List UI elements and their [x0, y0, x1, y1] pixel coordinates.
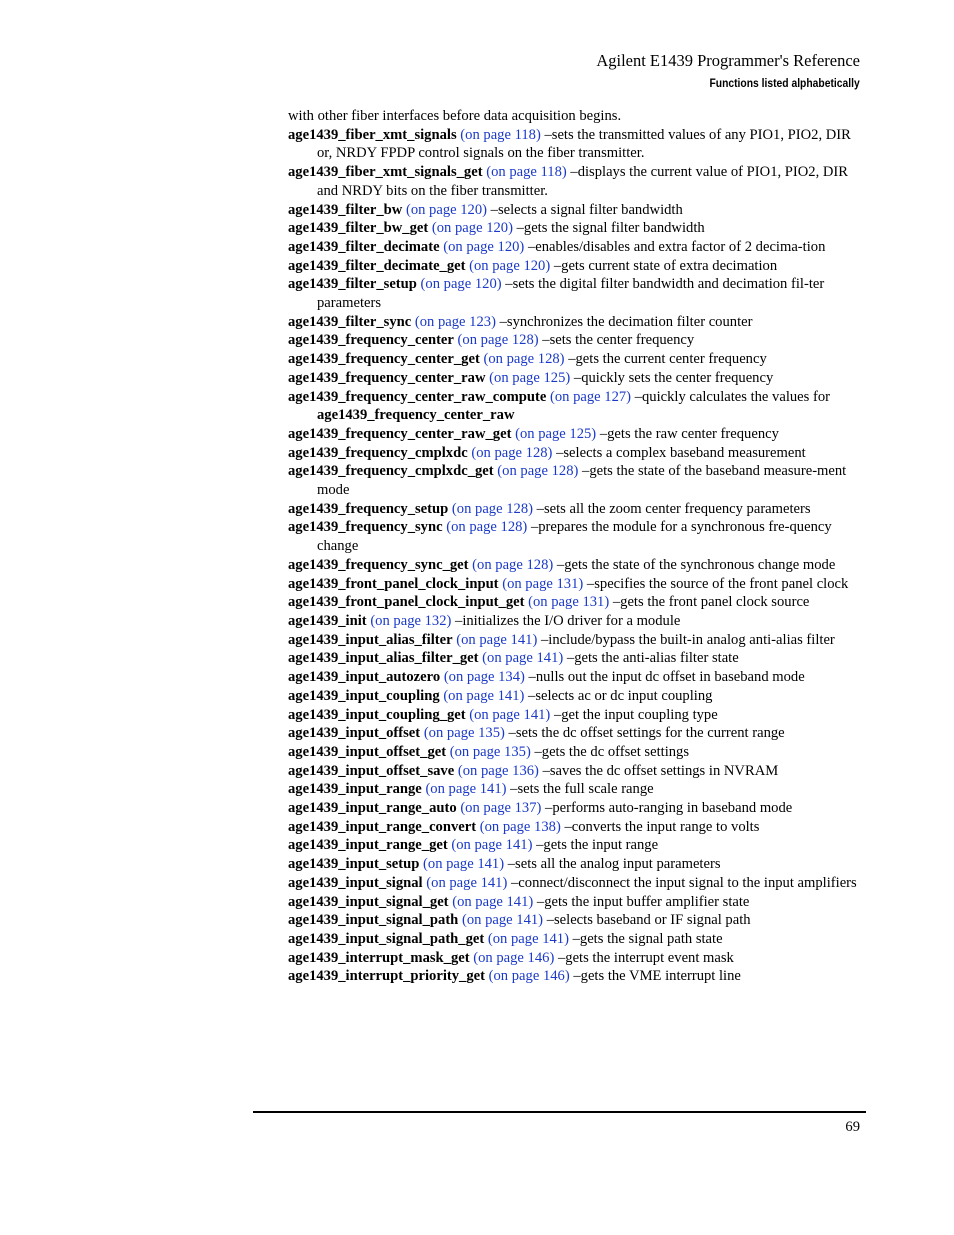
function-description: –sets the digital filter bandwidth and decimation fil-ter parameters	[317, 276, 825, 312]
function-name: age1439_filter_setup	[288, 276, 417, 293]
function-description: –sets the center frequency	[542, 332, 695, 349]
page-reference-link[interactable]: (on page 141)	[426, 874, 508, 891]
page-reference-link[interactable]: (on page 118)	[486, 164, 567, 181]
function-description: –gets the current center frequency	[568, 351, 767, 368]
list-item	[288, 350, 858, 369]
function-description: –quickly sets the center frequency	[573, 369, 774, 386]
function-description: –gets the input range	[536, 837, 659, 854]
function-name: age1439_input_coupling	[288, 687, 440, 704]
list-item	[288, 313, 858, 332]
entries-container	[288, 126, 858, 986]
function-name: age1439_front_panel_clock_input	[288, 575, 499, 592]
page-reference-link[interactable]: (on page 131)	[528, 594, 610, 611]
function-name: age1439_frequency_cmplxdc	[288, 444, 468, 461]
page-reference-link[interactable]: (on page 136)	[457, 762, 539, 779]
page-reference-link[interactable]: (on page 141)	[451, 837, 533, 854]
function-description: –gets the dc offset settings	[534, 743, 690, 760]
function-name: age1439_input_signal_get	[288, 893, 449, 910]
function-name: age1439_filter_sync	[288, 313, 412, 330]
function-description: –displays the current value of PIO1, PIO2, DIR and NRDY bits on the fiber transmitter.	[317, 164, 849, 199]
page-reference-link[interactable]: (on page 141)	[443, 687, 525, 704]
page-reference-link[interactable]: (on page 137)	[460, 800, 542, 817]
list-item	[288, 369, 858, 388]
function-description: –get the input coupling type	[553, 706, 718, 723]
list-item	[288, 780, 858, 799]
list-item	[288, 500, 858, 519]
footer-rule	[253, 1111, 866, 1113]
list-item	[288, 201, 858, 220]
list-item	[288, 462, 858, 499]
page-reference-link[interactable]: (on page 141)	[452, 893, 534, 910]
list-item	[288, 649, 858, 668]
page-reference-link[interactable]: (on page 128)	[471, 444, 553, 461]
list-item	[288, 724, 858, 743]
function-name: age1439_input_offset	[288, 725, 421, 742]
page-reference-link[interactable]: (on page 120)	[431, 220, 513, 237]
page-reference-link[interactable]: (on page 123)	[414, 313, 496, 330]
list-item	[288, 257, 858, 276]
function-description: –sets the transmitted values of any PIO1, PIO2, DIR or, NRDY FPDP control signals on the fiber transmitter.	[317, 126, 851, 162]
list-item	[288, 668, 858, 687]
function-name: age1439_input_range_convert	[288, 818, 477, 835]
page-reference-link[interactable]: (on page 146)	[473, 949, 555, 966]
page-reference-link[interactable]: (on page 118)	[460, 126, 541, 143]
function-name: age1439_filter_bw	[288, 201, 403, 218]
page-reference-link[interactable]: (on page 131)	[502, 575, 584, 592]
function-description: –gets current state of extra decimation	[553, 257, 778, 274]
list-item	[288, 967, 858, 986]
function-name: age1439_input_setup	[288, 856, 420, 873]
page-reference-link[interactable]: (on page 141)	[469, 706, 551, 723]
page-reference-link[interactable]: (on page 120)	[405, 201, 488, 218]
function-name: age1439_fiber_xmt_signals	[288, 126, 457, 143]
function-description: –sets all the analog input parameters	[507, 856, 721, 873]
page-reference-link[interactable]: (on page 132)	[370, 612, 452, 629]
list-item	[288, 444, 858, 463]
page-number: 69	[845, 1119, 860, 1135]
page-reference-link[interactable]: (on page 120)	[469, 257, 551, 274]
function-name: age1439_filter_decimate	[288, 238, 440, 255]
function-description: –sets all the zoom center frequency parameters	[536, 500, 811, 517]
function-description: –gets the input buffer amplifier state	[536, 893, 750, 910]
function-list	[288, 107, 858, 986]
function-description: –prepares the module for a synchronous fre-quency change	[317, 519, 832, 555]
function-name: age1439_input_range_get	[288, 837, 448, 854]
function-description: –gets the signal filter bandwidth	[516, 220, 705, 237]
function-name: age1439_filter_decimate_get	[288, 257, 466, 274]
page-reference-link[interactable]: (on page 120)	[443, 238, 525, 255]
function-description: –selects ac or dc input coupling	[528, 687, 713, 704]
function-name: age1439_input_range	[288, 781, 422, 798]
function-description: –saves the dc offset settings in NVRAM	[542, 762, 779, 779]
list-item	[288, 556, 858, 575]
list-item	[288, 126, 858, 163]
function-name: age1439_input_offset_get	[288, 743, 447, 760]
function-name-reference: age1439_frequency_center_raw	[317, 407, 515, 424]
function-name: age1439_input_autozero	[288, 669, 441, 686]
list-item	[288, 799, 858, 818]
page-reference-link[interactable]: (on page 141)	[487, 930, 569, 947]
function-description: –nulls out the input dc offset in baseband mode	[528, 669, 805, 686]
page-reference-link[interactable]: (on page 146)	[488, 968, 570, 985]
function-name: age1439_frequency_center	[288, 332, 454, 349]
continuation-line: with other fiber interfaces before data acquisition begins.	[288, 108, 622, 124]
function-name: age1439_input_signal_path	[288, 912, 459, 929]
page-reference-link[interactable]: (on page 138)	[479, 818, 561, 835]
list-item	[288, 238, 858, 257]
function-description: –selects a signal filter bandwidth	[490, 201, 683, 218]
list-item	[288, 893, 858, 912]
list-item	[288, 836, 858, 855]
function-description: –gets the front panel clock source	[612, 594, 810, 611]
page-reference-link[interactable]: (on page 128)	[457, 332, 539, 349]
list-item	[288, 874, 858, 893]
function-name: age1439_input_alias_filter_get	[288, 650, 479, 667]
function-description: –gets the VME interrupt line	[573, 968, 741, 985]
running-header-subtitle: Functions listed alphabetically	[709, 76, 860, 90]
list-item	[288, 388, 858, 425]
list-item	[288, 855, 858, 874]
function-name: age1439_filter_bw_get	[288, 220, 429, 237]
list-item	[288, 706, 858, 725]
list-item	[288, 687, 858, 706]
function-name: age1439_interrupt_priority_get	[288, 968, 485, 985]
list-item	[288, 575, 858, 594]
list-item	[288, 930, 858, 949]
function-name: age1439_frequency_center_raw_compute	[288, 388, 547, 405]
function-description: –performs auto-ranging in baseband mode	[545, 800, 793, 817]
page-reference-link[interactable]: (on page 128)	[472, 556, 554, 573]
page-reference-link[interactable]: (on page 128)	[451, 500, 533, 517]
function-name: age1439_interrupt_mask_get	[288, 949, 470, 966]
list-item	[288, 743, 858, 762]
running-header-title: Agilent E1439 Programmer's Reference	[596, 51, 860, 70]
function-name: age1439_input_signal_path_get	[288, 930, 485, 947]
function-name: age1439_frequency_center_raw	[288, 369, 486, 386]
list-item	[288, 911, 858, 930]
list-item	[288, 275, 858, 312]
function-description: –gets the raw center frequency	[599, 425, 779, 442]
list-item	[288, 762, 858, 781]
page-reference-link[interactable]: (on page 128)	[497, 463, 579, 480]
function-description: –selects baseband or IF signal path	[546, 912, 751, 929]
function-description: –gets the state of the synchronous change mode	[556, 556, 836, 573]
page-reference-link[interactable]: (on page 141)	[482, 650, 564, 667]
page-reference-link[interactable]: (on page 128)	[483, 351, 565, 368]
page-reference-link[interactable]: (on page 135)	[423, 725, 505, 742]
function-description: –sets the dc offset settings for the current range	[508, 725, 785, 742]
function-name: age1439_init	[288, 612, 367, 629]
list-item	[288, 949, 858, 968]
function-description: –quickly calculates the values for	[634, 388, 831, 405]
page-reference-link[interactable]: (on page 141)	[461, 912, 544, 929]
list-item	[288, 593, 858, 612]
function-description: –gets the signal path state	[572, 930, 723, 947]
page-reference-link[interactable]: (on page 125)	[489, 369, 571, 386]
function-name: age1439_frequency_center_raw_get	[288, 425, 512, 442]
page-reference-link[interactable]: (on page 128)	[446, 519, 528, 536]
function-description: –include/bypass the built-in analog anti-alias filter	[540, 631, 835, 648]
function-description: –selects a complex baseband measurement	[556, 444, 806, 461]
function-name: age1439_frequency_cmplxdc_get	[288, 463, 494, 480]
list-item	[288, 818, 858, 837]
function-name: age1439_front_panel_clock_input_get	[288, 594, 525, 611]
page-reference-link[interactable]: (on page 120)	[420, 276, 502, 293]
list-item	[288, 518, 858, 555]
function-description: –specifies the source of the front panel clock	[586, 575, 849, 592]
list-item	[288, 219, 858, 238]
function-name: age1439_input_signal	[288, 874, 423, 891]
page-reference-link[interactable]: (on page 134)	[443, 669, 525, 686]
function-name: age1439_frequency_setup	[288, 500, 449, 517]
list-item	[288, 612, 858, 631]
list-item	[288, 631, 858, 650]
function-name: age1439_input_offset_save	[288, 762, 455, 779]
list-item	[288, 425, 858, 444]
function-description: –converts the input range to volts	[564, 818, 760, 835]
function-description: –gets the interrupt event mask	[557, 949, 734, 966]
list-item	[288, 331, 858, 350]
function-name: age1439_fiber_xmt_signals_get	[288, 164, 483, 181]
function-description: –sets the full scale range	[510, 781, 654, 798]
function-name: age1439_frequency_center_get	[288, 351, 480, 368]
page-reference-link[interactable]: (on page 135)	[449, 743, 531, 760]
function-name: age1439_frequency_sync	[288, 519, 443, 536]
page-reference-link[interactable]: (on page 141)	[456, 631, 538, 648]
function-description: –gets the state of the baseband measure-ment mode	[317, 463, 847, 499]
function-name: age1439_input_range_auto	[288, 800, 457, 817]
function-description: –initializes the I/O driver for a module	[455, 612, 681, 629]
function-name: age1439_frequency_sync_get	[288, 556, 469, 573]
function-name: age1439_input_alias_filter	[288, 631, 453, 648]
page-reference-link[interactable]: (on page 141)	[423, 856, 505, 873]
page-reference-link[interactable]: (on page 125)	[515, 425, 597, 442]
page-reference-link[interactable]: (on page 141)	[425, 781, 507, 798]
function-description: –synchronizes the decimation filter counter	[499, 313, 753, 330]
function-description: –gets the anti-alias filter state	[566, 650, 739, 667]
page-reference-link[interactable]: (on page 127)	[549, 388, 632, 405]
function-description: –enables/disables and extra factor of 2 decima-tion	[527, 238, 826, 255]
function-name: age1439_input_coupling_get	[288, 706, 466, 723]
list-item	[288, 163, 858, 200]
function-description: –connect/disconnect the input signal to the input amplifiers	[511, 874, 857, 891]
